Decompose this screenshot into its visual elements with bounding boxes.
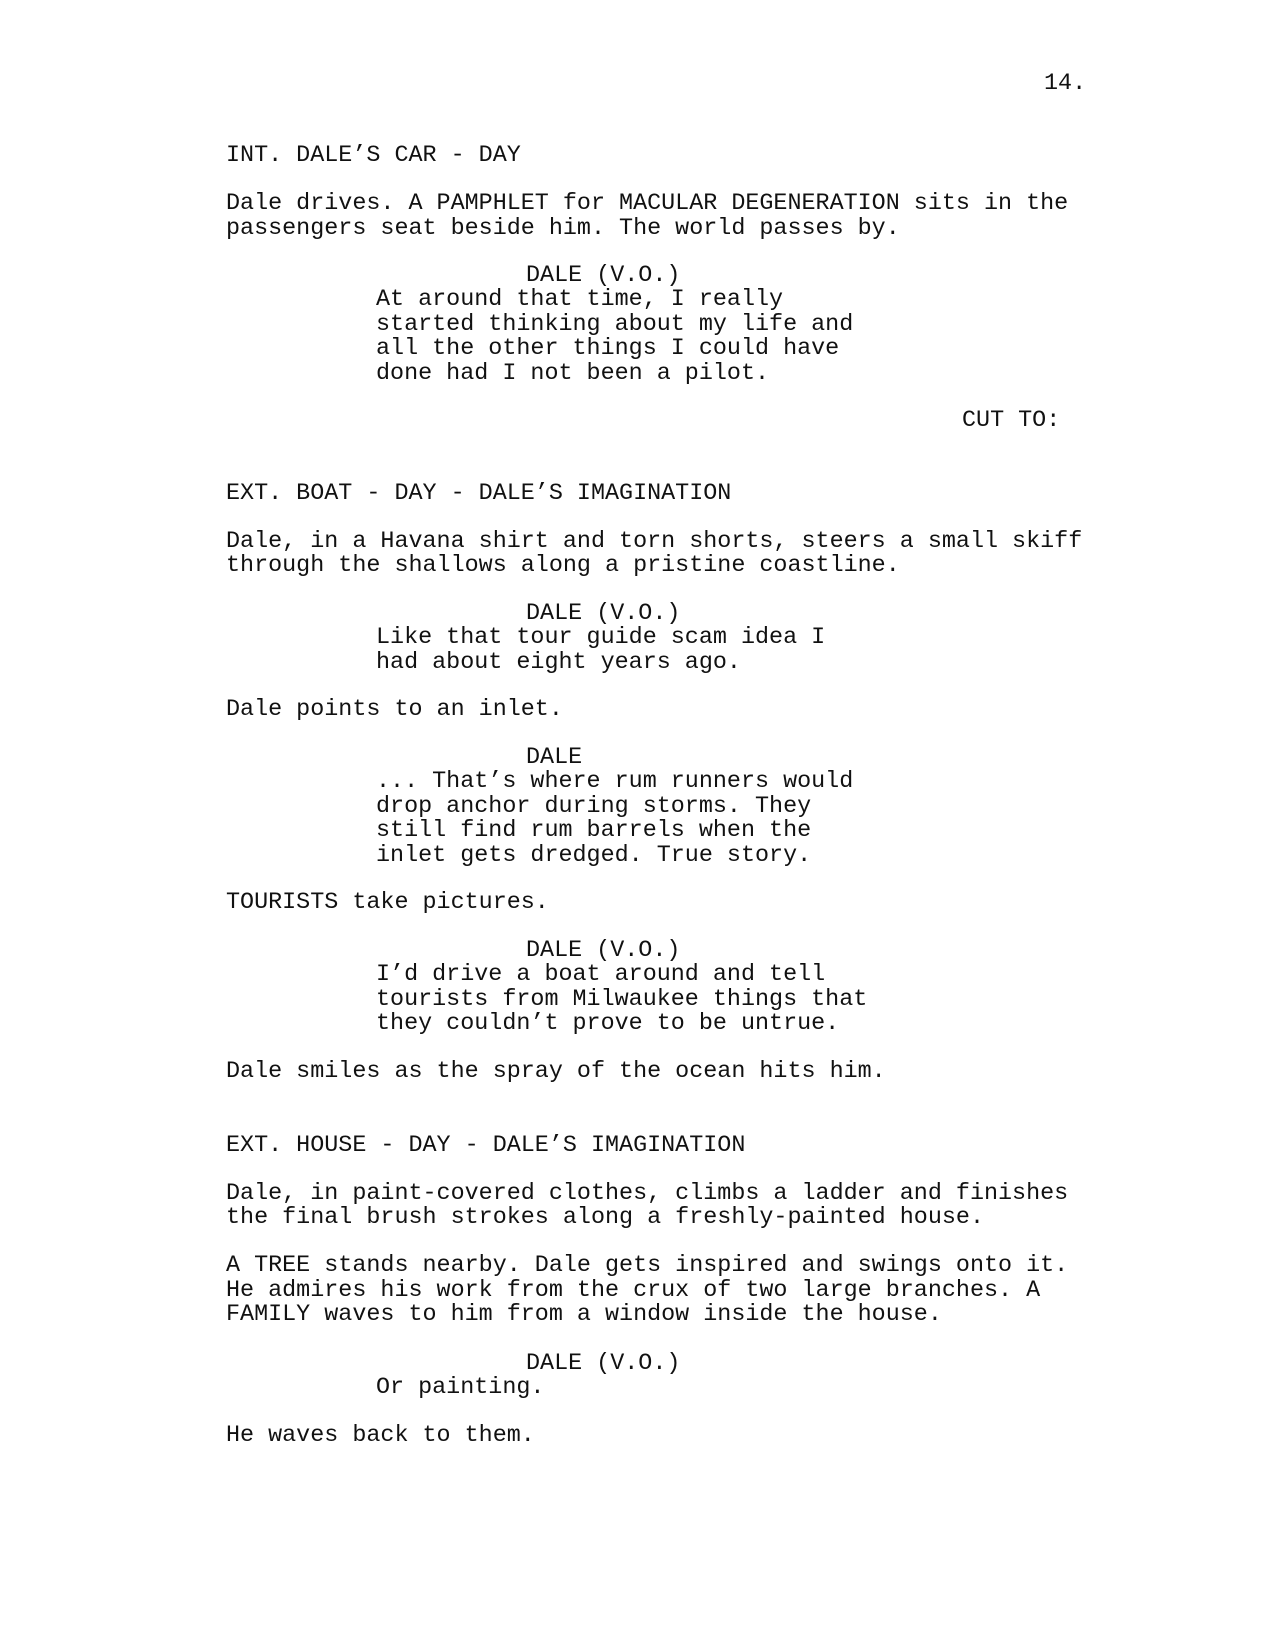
dialogue-line: At around that time, I really (376, 287, 784, 313)
dialogue-line: they couldn’t prove to be untrue. (376, 1011, 840, 1037)
action-line: Dale points to an inlet. (226, 697, 563, 723)
character-name: DALE (V.O.) (526, 263, 681, 289)
scene-heading: EXT. HOUSE - DAY - DALE’S IMAGINATION (226, 1133, 746, 1159)
action-line: Dale drives. A PAMPHLET for MACULAR DEGENERATION sits in the (226, 191, 1069, 217)
character-name: DALE (526, 745, 583, 771)
dialogue-line: inlet gets dredged. True story. (376, 843, 812, 869)
character-name: DALE (V.O.) (526, 938, 681, 964)
dialogue-line: tourists from Milwaukee things that (376, 987, 868, 1013)
dialogue-line: drop anchor during storms. They (376, 794, 812, 820)
dialogue-line: I’d drive a boat around and tell (376, 962, 826, 988)
dialogue-line: Like that tour guide scam idea I (376, 625, 826, 651)
action-line: He waves back to them. (226, 1423, 535, 1449)
dialogue-line: ... That’s where rum runners would (376, 769, 854, 795)
action-line: FAMILY waves to him from a window inside the house. (226, 1302, 942, 1328)
action-line: the final brush strokes along a freshly-painted house. (226, 1205, 984, 1231)
action-line: through the shallows along a pristine coastline. (226, 553, 900, 579)
action-line: Dale smiles as the spray of the ocean hits him. (226, 1059, 886, 1085)
action-line: A TREE stands nearby. Dale gets inspired and swings onto it. (226, 1253, 1069, 1279)
character-name: DALE (V.O.) (526, 601, 681, 627)
action-line: passengers seat beside him. The world passes by. (226, 216, 900, 242)
action-line: TOURISTS take pictures. (226, 890, 549, 916)
character-name: DALE (V.O.) (526, 1351, 681, 1377)
dialogue-line: all the other things I could have (376, 336, 840, 362)
action-line: Dale, in paint-covered clothes, climbs a ladder and finishes (226, 1181, 1069, 1207)
dialogue-line: had about eight years ago. (376, 650, 741, 676)
action-line: He admires his work from the crux of two large branches. A (226, 1278, 1041, 1304)
dialogue-line: done had I not been a pilot. (376, 361, 770, 387)
page-number: 14. (1044, 71, 1087, 97)
dialogue-line: Or painting. (376, 1375, 545, 1401)
scene-heading: INT. DALE’S CAR - DAY (226, 143, 521, 169)
action-line: Dale, in a Havana shirt and torn shorts, steers a small skiff (226, 529, 1083, 555)
scene-heading: EXT. BOAT - DAY - DALE’S IMAGINATION (226, 481, 732, 507)
dialogue-line: still find rum barrels when the (376, 818, 812, 844)
dialogue-line: started thinking about my life and (376, 312, 854, 338)
transition: CUT TO: (962, 408, 1061, 434)
